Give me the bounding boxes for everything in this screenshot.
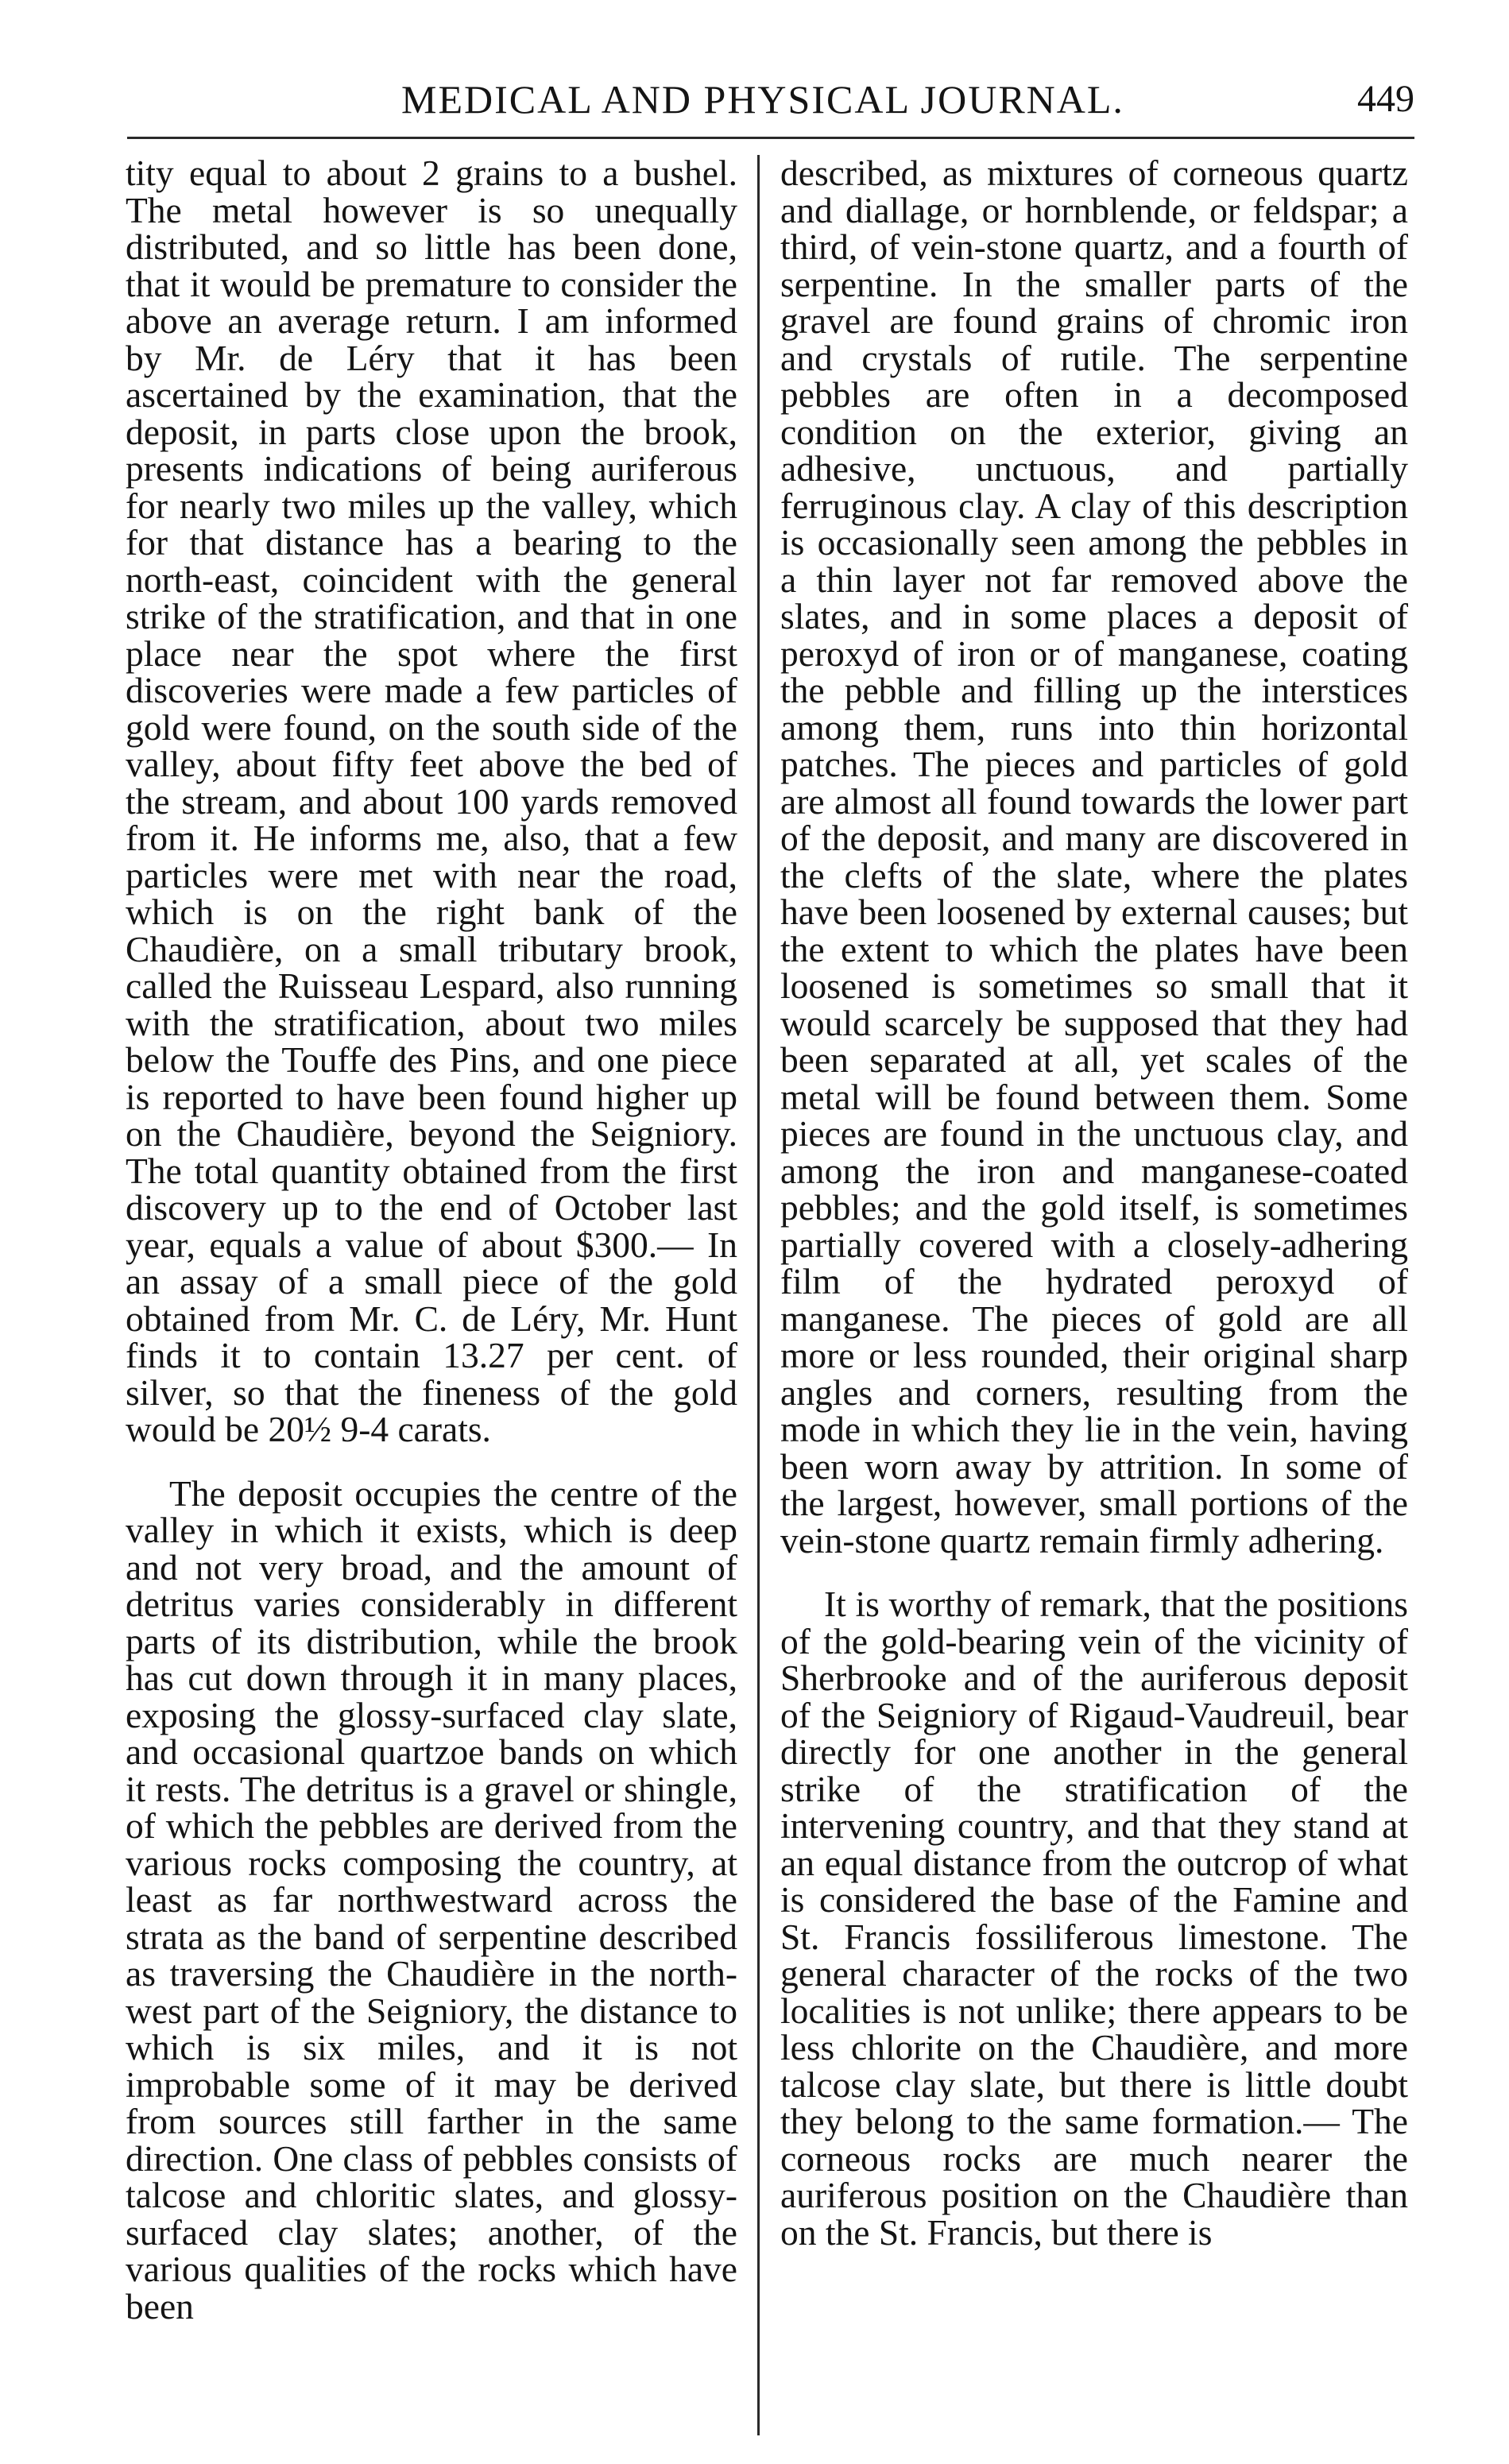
column-divider xyxy=(757,155,760,2435)
left-paragraph-deposit: The deposit occupies the centre of the valley in which it exists, which is deep and not very broad, and the amount of detritus varies considerably in different parts of its distribution, while the brook has cut down through it in many places, exposing the glossy-surfaced clay slate, and occasional quartzoe bands on which it rests. The detritus is a gravel or shingle, of which the pebbles are derived from the various rocks composing the country, at least as far northwestward across the strata as the band of serpentine described as traversing the Chaudière in the north-west part of the Seigniory, the distance to which is six miles, and it is not improbable some of it may be derived from sources still farther in the same direction. One class of pebbles consists of talcose and chloritic slates, and glossy-surfaced clay slates; another, of the various qualities of the rocks which have been xyxy=(126,1472,737,2327)
right-paragraph-remark: It is worthy of remark, that the positions of the gold-bearing vein of the vicinity of Sherbrooke and of the auriferous deposit of the Seigniory of Rigaud-Vaudreuil, bear directly for one another in the general strike of the stratification of the intervening country, and that they stand at an equal distance from the outcrop of what is considered the base of the Famine and St. Francis fossiliferous limestone. The general character of the rocks of the two localities is not unlike; there appears to be less chlorite on the Chaudière, and more talcose clay slate, but there is little doubt they belong to the same formation.— The corneous rocks are much nearer the auriferous position on the Chaudière than on the St. Francis, but there is xyxy=(780,1584,1408,2253)
page-number: 449 xyxy=(1357,78,1414,120)
running-title: MEDICAL AND PHYSICAL JOURNAL. xyxy=(401,77,1124,122)
left-column xyxy=(126,155,737,2435)
running-head xyxy=(119,75,1414,138)
left-paragraph-continued: tity equal to about 2 grains to a bushel. The metal however is so unequally distributed, and so little has been done, that it would be premature to consider the above an average return. I am informed by Mr. de Léry that it has been ascertained by the examination, that the deposit, in parts close upon the brook, presents indications of being auriferous for nearly two miles up the valley, which for that distance has a bearing to the north-east, coincident with the general strike of the stratification, and that in one place near the spot where the first discoveries were made a few particles of gold were found, on the south side of the valley, about fifty feet above the bed of the stream, and about 100 yards removed from it. He informs me, also, that a few particles were met with near the road, which is on the right bank of the Chaudière, on a small tributary brook, called the Ruisseau Lespard, also running with the stratification, about two miles below the Touffe des Pins, and one piece is reported to have been found higher up on the Chaudière, beyond the Seigniory. The total quantity obtained from the first discovery up to the end of October last year, equals a value of about $300.— In an assay of a small piece of the gold obtained from Mr. C. de Léry, Mr. Hunt finds it to contain 13.27 per cent. of silver, so that the fineness of the gold would be 20½ 9-4 carats. xyxy=(126,155,737,1449)
right-column xyxy=(780,155,1408,2435)
right-paragraph-continued: described, as mixtures of corneous quartz and diallage, or hornblende, or feldspar; a third, of vein-stone quartz, and a fourth of serpentine. In the smaller parts of the gravel are found grains of chromic iron and crystals of rutile. The serpentine pebbles are often in a decomposed condition on the exterior, giving an adhesive, unctuous, and partially ferruginous clay. A clay of this description is occasionally seen among the pebbles in a thin layer not far removed above the slates, and in some places a deposit of peroxyd of iron or of manganese, coating the pebble and filling up the interstices among them, runs into thin horizontal patches. The pieces and particles of gold are almost all found towards the lower part of the deposit, and many are discovered in the clefts of the slate, where the plates have been loosened by external causes; but the extent to which the plates have been loosened is sometimes so small that it would scarcely be supposed that they had been separated at all, yet scales of the metal will be found between them. Some pieces are found in the unctuous clay, and among the iron and manganese-coated pebbles; and the gold itself, is sometimes partially covered with a closely-adhering film of the hydrated peroxyd of manganese. The pieces of gold are all more or less rounded, their original sharp angles and corners, resulting from the mode in which they lie in the vein, having been worn away by attrition. In some of the largest, however, small portions of the vein-stone quartz remain firmly adhering. xyxy=(780,155,1408,1561)
header-rule xyxy=(127,137,1414,139)
